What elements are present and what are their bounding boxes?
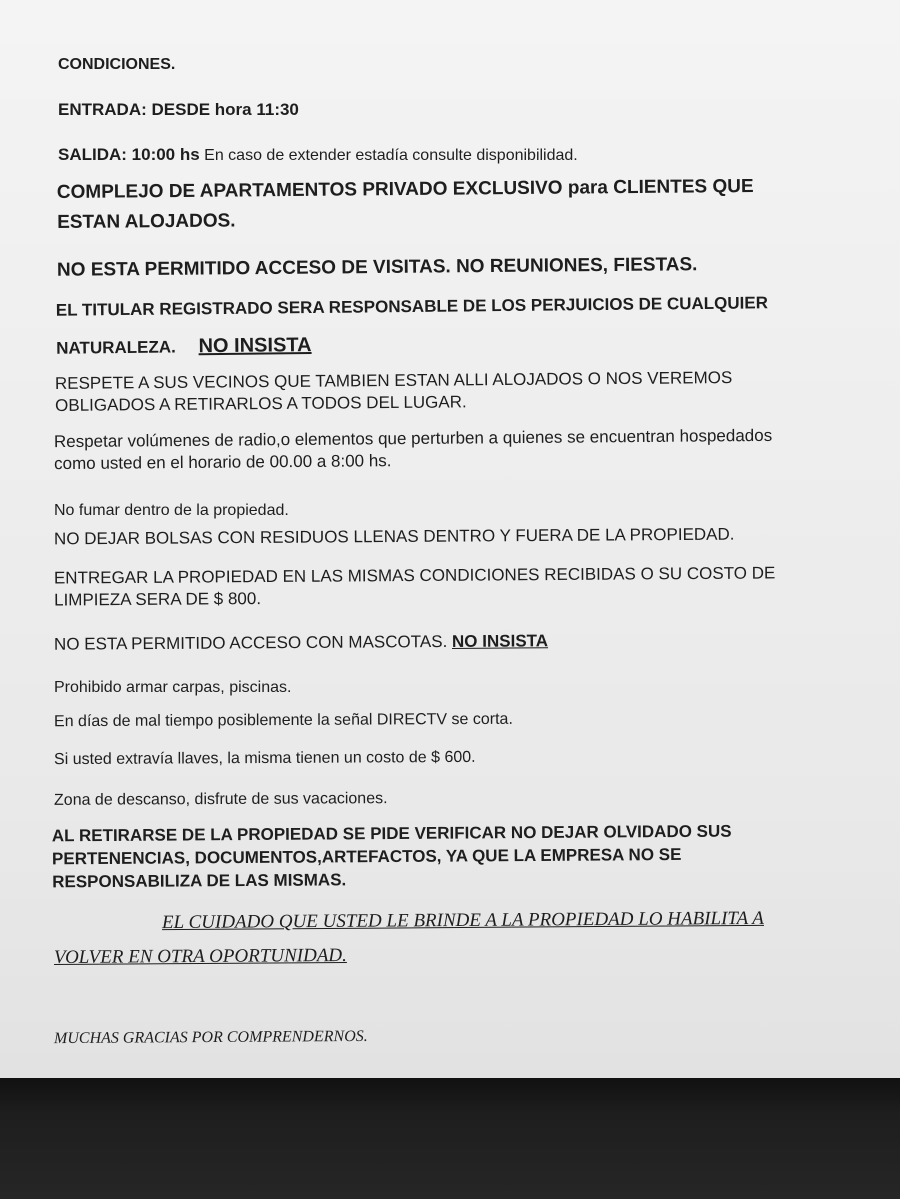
respect-neighbors-rule: [55, 367, 733, 417]
holder-responsible-rule: [56, 293, 769, 359]
private-complex-rule: [57, 175, 754, 235]
belongings-line-2: PERTENENCIAS, DOCUMENTOS,ARTEFACTOS, YA QUE LA EMPRESA NO SE: [51, 844, 682, 869]
volume-rule: [54, 425, 773, 475]
no-pets-rule: [54, 631, 548, 654]
cleaning-line-1: ENTREGAR LA PROPIEDAD EN LAS MISMAS CONDICIONES RECIBIDAS O SU COSTO DE: [53, 563, 776, 588]
care-message-line-1: EL CUIDADO QUE USTED LE BRINDE A LA PROPIEDAD LO HABILITA A: [161, 907, 764, 934]
volume-line-2: como usted en el horario de 00.00 a 8:00 hs.: [54, 451, 392, 474]
background-surface: [0, 1078, 900, 1199]
no-tents-rule: Prohibido armar carpas, piscinas.: [54, 679, 292, 696]
no-trash-bags-rule: NO DEJAR BOLSAS CON RESIDUOS LLENAS DENTRO Y FUERA DE LA PROPIEDAD.: [53, 524, 735, 549]
document-title: CONDICIONES.: [58, 56, 176, 73]
rest-zone-note: Zona de descanso, disfrute de sus vacaciones.: [53, 790, 388, 809]
no-pets-text: NO ESTA PERMITIDO ACCESO CON MASCOTAS.: [53, 631, 448, 654]
thank-you-note: MUCHAS GRACIAS POR COMPRENDERNOS.: [53, 1027, 368, 1048]
cleaning-line-2: LIMPIEZA SERA DE $ 800.: [54, 589, 262, 610]
directv-notice: En días de mal tiempo posiblemente la señal DIRECTV se corta.: [53, 710, 513, 731]
checkout-label: SALIDA: 10:00 hs: [58, 145, 200, 164]
belongings-line-3: RESPONSABILIZA DE LAS MISMAS.: [52, 870, 347, 892]
checkin-time: ENTRADA: DESDE hora 11:30: [58, 100, 299, 119]
care-message-line-2: VOLVER EN OTRA OPORTUNIDAD.: [53, 944, 347, 969]
holder-line-1: EL TITULAR REGISTRADO SERA RESPONSABLE DE LOS PERJUICIOS DE CUALQUIER: [55, 293, 769, 320]
lost-keys-rule: Si usted extravía llaves, la misma tienen un costo de $ 600.: [53, 748, 476, 769]
respect-line-2: OBLIGADOS A RETIRARLOS A TODOS DEL LUGAR.: [55, 392, 467, 415]
cleaning-cost-rule: [54, 562, 776, 611]
private-complex-line-1: COMPLEJO DE APARTAMENTOS PRIVADO EXCLUSIVO para CLIENTES QUE: [56, 175, 754, 204]
checkout-time: [58, 145, 578, 165]
volume-line-1: Respetar volúmenes de radio,o elementos que perturben a quienes se encuentran hospedados: [53, 425, 773, 452]
belongings-rule: [52, 820, 732, 894]
checkout-note: En caso de extender estadía consulte disponibilidad.: [204, 147, 578, 164]
respect-line-1: RESPETE A SUS VECINOS QUE TAMBIEN ESTAN ALLI ALOJADOS O NOS VEREMOS: [54, 368, 733, 393]
no-visits-rule: NO ESTA PERMITIDO ACCESO DE VISITAS. NO REUNIONES, FIESTAS.: [56, 254, 698, 281]
holder-line-2: NATURALEZA.: [56, 337, 176, 358]
private-complex-line-2: ESTAN ALOJADOS.: [57, 210, 236, 234]
no-pets-emphasis: NO INSISTA: [451, 631, 549, 651]
no-smoking-rule: No fumar dentro de la propiedad.: [54, 502, 289, 519]
no-insista-emphasis: NO INSISTA: [198, 334, 312, 358]
belongings-line-1: AL RETIRARSE DE LA PROPIEDAD SE PIDE VERIFICAR NO DEJAR OLVIDADO SUS: [51, 821, 732, 846]
